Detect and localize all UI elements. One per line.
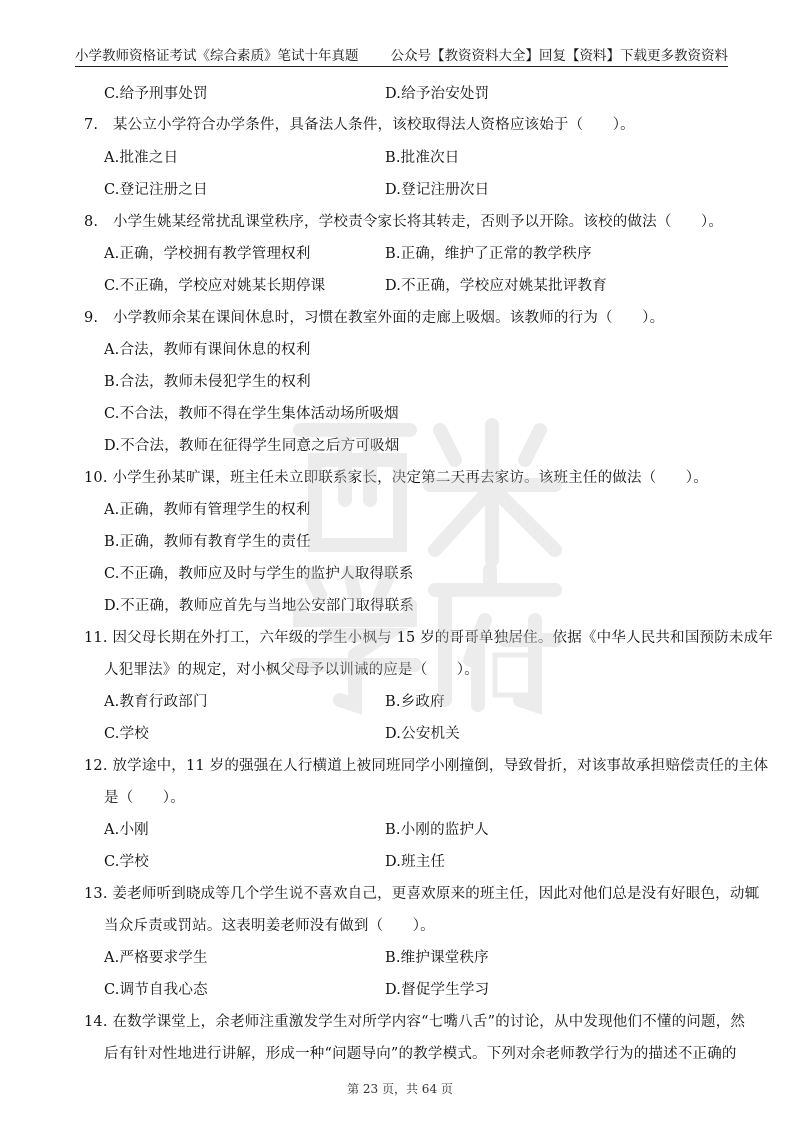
header-left-text: 小学教师资格证考试《综合素质》笔试十年真题 (75, 48, 359, 64)
answer-option: A.严格要求学生 (104, 950, 208, 966)
watermark-logo (270, 400, 570, 720)
question-text: 人犯罪法》的规定，对小枫父母予以训诫的应是（ ）。 (104, 662, 479, 678)
answer-option: C.不正确，学校应对姚某长期停课 (104, 278, 326, 294)
answer-option: C.给予刑事处罚 (104, 86, 208, 102)
question-text: 8. 小学生姚某经常扰乱课堂秩序，学校责令家长将其转走，否则予以开除。该校的做法（ ）。 (84, 214, 724, 230)
answer-option: D.不合法，教师在征得学生同意之后方可吸烟 (104, 438, 400, 454)
question-text: 12. 放学途中，11 岁的强强在人行横道上被同班同学小刚撞倒，导致骨折，对该事故承担赔偿责任的主体 (84, 758, 769, 774)
answer-option: C.不合法，教师不得在学生集体活动场所吸烟 (104, 406, 399, 422)
header-right-text: 公众号【教资资料大全】回复【资料】下载更多教资资料 (390, 48, 728, 64)
question-text: 当众斥责或罚站。这表明姜老师没有做到（ ）。 (104, 918, 435, 934)
answer-option: B.维护课堂秩序 (385, 950, 489, 966)
answer-option: C.不正确，教师应及时与学生的监护人取得联系 (104, 566, 414, 582)
answer-option: B.乡政府 (385, 694, 445, 710)
answer-option: B.正确，维护了正常的教学秩序 (385, 246, 592, 262)
answer-option: B.正确，教师有教育学生的责任 (104, 534, 311, 550)
answer-option: C.调节自我心态 (104, 982, 208, 998)
answer-option: A.批准之日 (104, 150, 179, 166)
answer-option: D.给予治安处罚 (385, 86, 490, 102)
page-header (75, 40, 728, 67)
question-text: 10. 小学生孙某旷课，班主任未立即联系家长，决定第二天再去家访。该班主任的做法（ ）。 (84, 470, 708, 486)
answer-option: D.班主任 (385, 854, 446, 870)
question-text: 11. 因父母长期在外打工，六年级的学生小枫与 15 岁的哥哥单独居住。依据《中华人民共和国预防未成年 (84, 630, 774, 646)
question-text: 9. 小学教师余某在课间休息时，习惯在教室外面的走廊上吸烟。该教师的行为（ ）。 (84, 310, 665, 326)
question-text: 14. 在数学课堂上，余老师注重激发学生对所学内容“七嘴八舌”的讨论，从中发现他们不懂的问题，然 (84, 1014, 746, 1030)
answer-option: D.公安机关 (385, 726, 460, 742)
question-text: 后有针对性地进行讲解，形成一种“问题导向”的教学模式。下列对余老师教学行为的描述不正确的 (104, 1046, 737, 1062)
answer-option: D.督促学生学习 (385, 982, 490, 998)
answer-option: A.正确，学校拥有教学管理权利 (104, 246, 311, 262)
answer-option: B.合法，教师未侵犯学生的权利 (104, 374, 311, 390)
answer-option: B.批准次日 (385, 150, 460, 166)
answer-option: A.教育行政部门 (104, 694, 208, 710)
question-text: 13. 姜老师听到晓成等几个学生说不喜欢自己，更喜欢原来的班主任，因此对他们总是没有好眼色，动辄 (84, 886, 760, 902)
answer-option: C.学校 (104, 854, 149, 870)
answer-option: D.不正确，教师应首先与当地公安部门取得联系 (104, 598, 415, 614)
answer-option: C.学校 (104, 726, 149, 742)
question-text: 7. 某公立小学符合办学条件，具备法人条件，该校取得法人资格应该始于（ ）。 (84, 117, 635, 133)
answer-option: A.小刚 (104, 822, 149, 838)
answer-option: A.正确，教师有管理学生的权利 (104, 502, 311, 518)
answer-option: D.不正确，学校应对姚某批评教育 (385, 278, 607, 294)
answer-option: B.小刚的监护人 (385, 822, 489, 838)
page-number: 第 23 页，共 64 页 (347, 1082, 453, 1096)
answer-option: A.合法，教师有课间休息的权利 (104, 342, 311, 358)
answer-option: D.登记注册次日 (385, 182, 490, 198)
answer-option: C.登记注册之日 (104, 182, 208, 198)
question-text: 是（ ）。 (104, 790, 185, 806)
